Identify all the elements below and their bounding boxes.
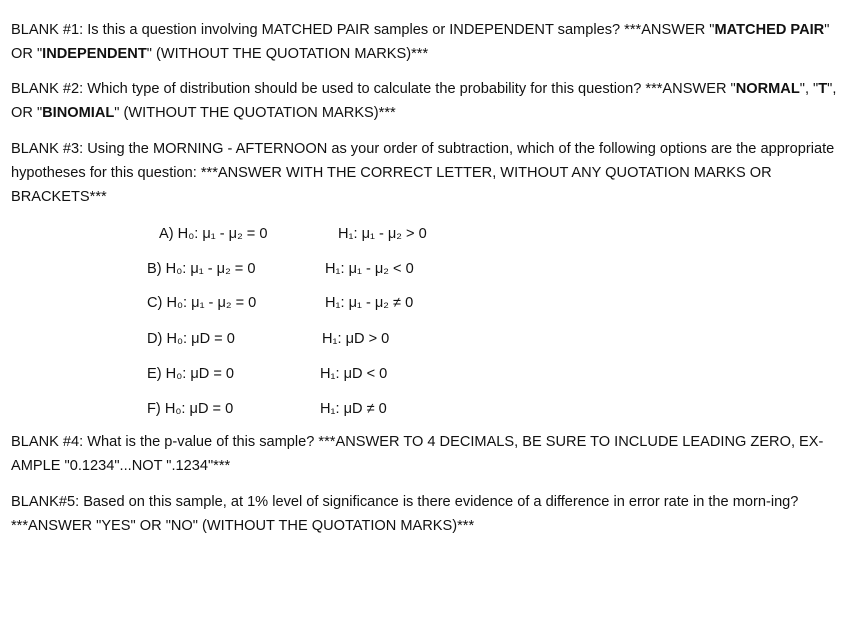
option-b-h0: B) H₀: μ₁ - μ₂ = 0 xyxy=(147,261,256,277)
option-a-h0: A) H₀: μ₁ - μ₂ = 0 xyxy=(159,226,268,242)
blank-3-question: BLANK #3: Using the MORNING - AFTERNOON as your order of subtraction, which of the following options are the appropriate hypotheses for this question: ***ANSWER WITH THE CORRECT LETTER, WITHOUT ANY QUOTATION MARKS OR BRACKETS*** xyxy=(11,141,835,205)
option-c-h1: H₁: μ₁ - μ₂ ≠ 0 xyxy=(325,295,414,311)
option-b-h1: H₁: μ₁ - μ₂ < 0 xyxy=(325,261,414,277)
option-f-h0: F) H₀: μD = 0 xyxy=(147,401,234,417)
blank-4-question: BLANK #4: What is the p-value of this sample? ***ANSWER TO 4 DECIMALS, BE SURE TO INCLUDE LEADING ZERO, EX-AMPLE "0.1234"...NOT ".1234"*** xyxy=(11,434,824,474)
blank-2-question: BLANK #2: Which type of distribution should be used to calculate the probability for this question? ***ANSWER "NORMAL", "T", OR "BINOMIAL" (WITHOUT THE QUOTATION MARKS)*** xyxy=(11,81,837,121)
option-a-h1: H₁: μ₁ - μ₂ > 0 xyxy=(338,226,427,242)
option-c-h0: C) H₀: μ₁ - μ₂ = 0 xyxy=(147,295,257,311)
option-f-h1: H₁: μD ≠ 0 xyxy=(320,401,387,417)
blank-1-question: BLANK #1: Is this a question involving MATCHED PAIR samples or INDEPENDENT samples? ***ANSWER "MATCHED PAIR" OR "INDEPENDENT" (WITHOUT THE QUOTATION MARKS)*** xyxy=(11,22,830,62)
option-e-h1: H₁: μD < 0 xyxy=(320,366,388,382)
option-e-h0: E) H₀: μD = 0 xyxy=(147,366,235,382)
blank-5-question: BLANK#5: Based on this sample, at 1% level of significance is there evidence of a difference in error rate in the morn-ing? ***ANSWER "YES" OR "NO" (WITHOUT THE QUOTATION MARKS)*** xyxy=(11,494,799,534)
option-d-h0: D) H₀: μD = 0 xyxy=(147,331,235,347)
option-d-h1: H₁: μD > 0 xyxy=(322,331,390,347)
